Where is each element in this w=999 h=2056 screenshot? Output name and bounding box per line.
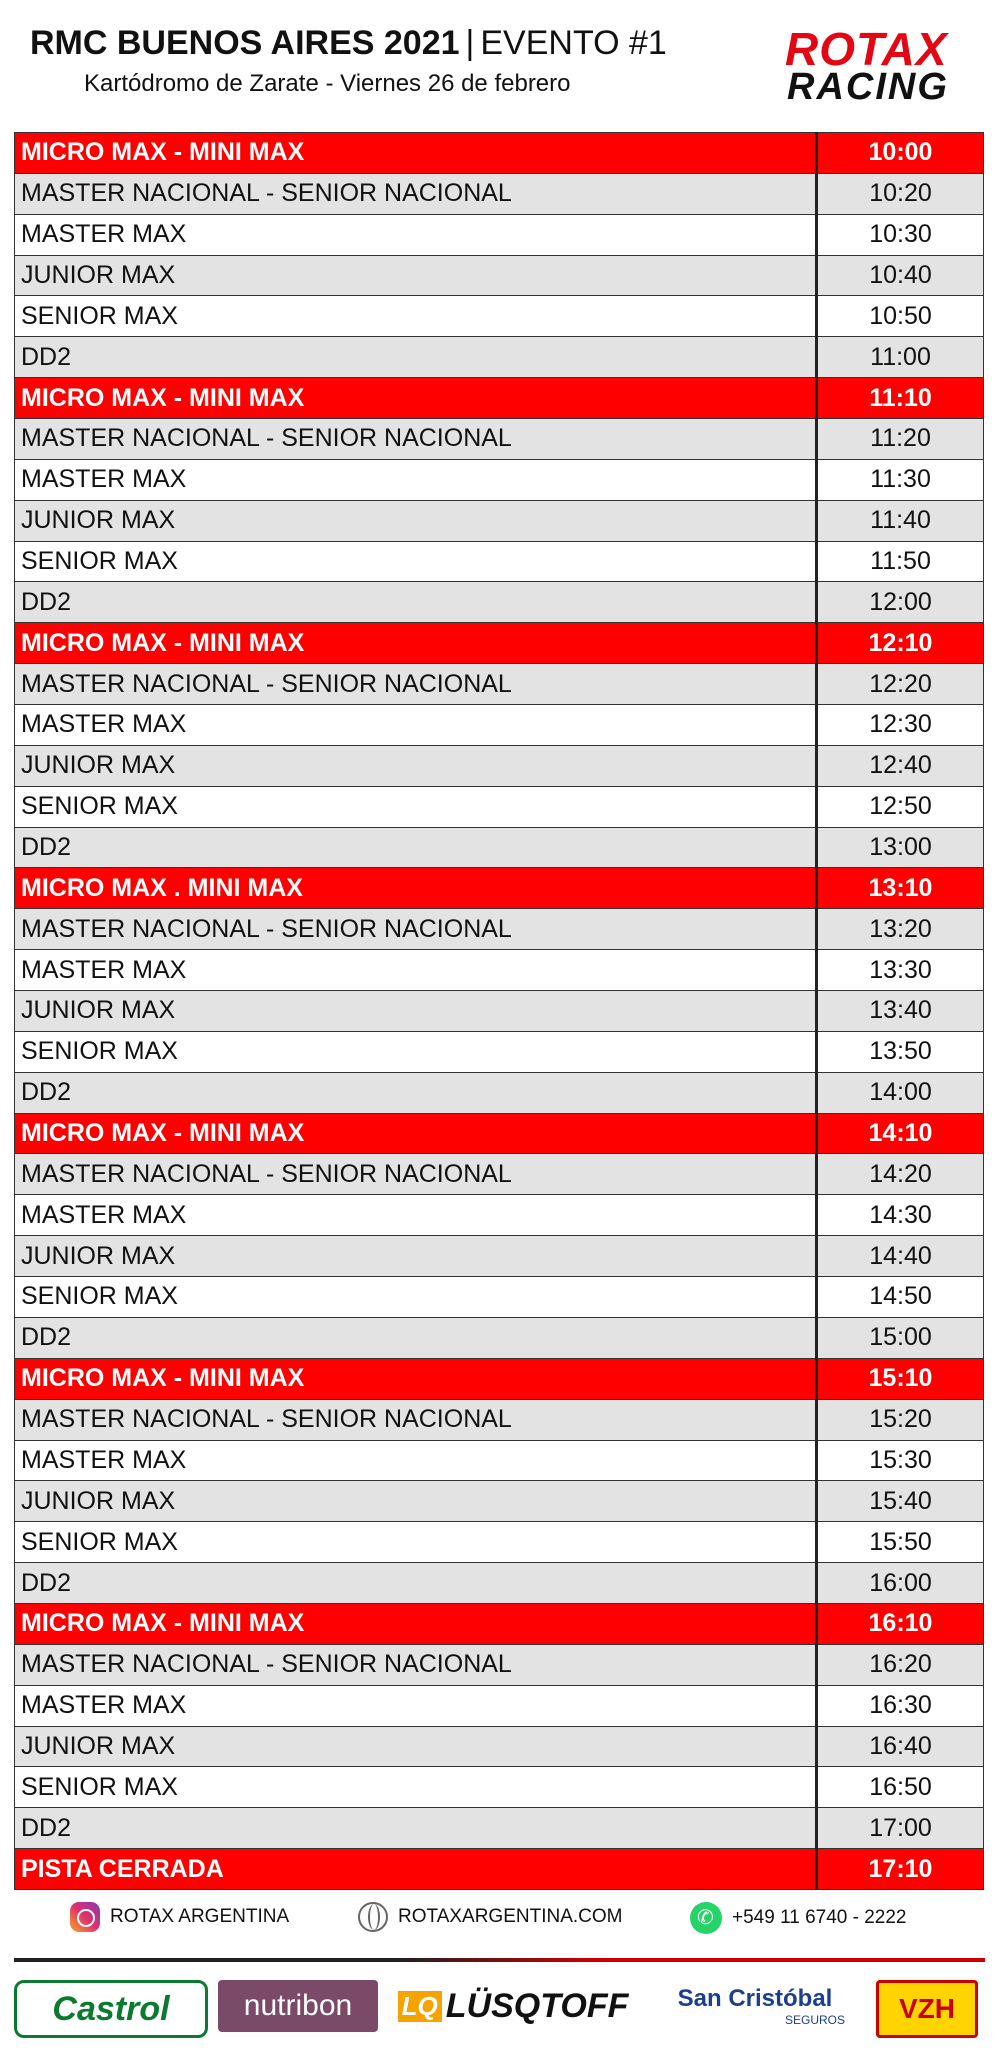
category-cell: JUNIOR MAX <box>15 255 817 296</box>
time-cell: 16:10 <box>817 1603 984 1644</box>
page-header <box>0 0 999 130</box>
category-cell: JUNIOR MAX <box>15 745 817 786</box>
category-cell: MICRO MAX - MINI MAX <box>15 378 817 419</box>
category-cell: MASTER MAX <box>15 1440 817 1481</box>
time-cell: 14:10 <box>817 1113 984 1154</box>
schedule-row-highlight <box>15 1113 984 1154</box>
category-cell: MASTER MAX <box>15 705 817 746</box>
website-contact[interactable] <box>358 1902 623 1932</box>
time-cell: 13:10 <box>817 868 984 909</box>
category-cell: PISTA CERRADA <box>15 1849 817 1890</box>
schedule-row <box>15 950 984 991</box>
schedule-row <box>15 1767 984 1808</box>
schedule-row <box>15 1522 984 1563</box>
category-cell: SENIOR MAX <box>15 296 817 337</box>
category-cell: SENIOR MAX <box>15 1277 817 1318</box>
category-cell: DD2 <box>15 1072 817 1113</box>
time-cell: 15:00 <box>817 1317 984 1358</box>
category-cell: MASTER NACIONAL - SENIOR NACIONAL <box>15 909 817 950</box>
category-cell: JUNIOR MAX <box>15 500 817 541</box>
category-cell: SENIOR MAX <box>15 786 817 827</box>
lusqtoff-text: LÜSQTOFF <box>445 1986 629 2025</box>
schedule-row <box>15 1154 984 1195</box>
instagram-contact[interactable] <box>70 1902 289 1932</box>
schedule-row-highlight <box>15 133 984 174</box>
category-cell: SENIOR MAX <box>15 541 817 582</box>
category-cell: DD2 <box>15 1808 817 1849</box>
time-cell: 14:20 <box>817 1154 984 1195</box>
schedule-row <box>15 541 984 582</box>
time-cell: 11:40 <box>817 500 984 541</box>
time-cell: 15:40 <box>817 1481 984 1522</box>
time-cell: 11:00 <box>817 337 984 378</box>
schedule-row <box>15 1563 984 1604</box>
category-cell: MASTER NACIONAL - SENIOR NACIONAL <box>15 1399 817 1440</box>
time-cell: 14:40 <box>817 1236 984 1277</box>
rotax-racing-logo <box>785 22 985 108</box>
vzh-text: VZH <box>899 1993 955 2024</box>
schedule-row <box>15 1644 984 1685</box>
schedule-row <box>15 1236 984 1277</box>
time-cell: 10:00 <box>817 133 984 174</box>
category-cell: MICRO MAX - MINI MAX <box>15 133 817 174</box>
schedule-row <box>15 1481 984 1522</box>
logo-rotax-text: ROTAX <box>785 23 948 75</box>
category-cell: SENIOR MAX <box>15 1031 817 1072</box>
san-cristobal-logo <box>650 1980 860 2032</box>
time-cell: 12:50 <box>817 786 984 827</box>
globe-icon <box>358 1902 388 1932</box>
schedule-row-highlight <box>15 623 984 664</box>
contact-bar <box>0 1892 999 1952</box>
time-cell: 17:10 <box>817 1849 984 1890</box>
schedule-row-highlight <box>15 1603 984 1644</box>
title-event-name: RMC BUENOS AIRES 2021 <box>30 24 460 62</box>
time-cell: 12:40 <box>817 745 984 786</box>
time-cell: 15:30 <box>817 1440 984 1481</box>
category-cell: MASTER MAX <box>15 1195 817 1236</box>
schedule-row-highlight <box>15 1358 984 1399</box>
category-cell: MICRO MAX . MINI MAX <box>15 868 817 909</box>
category-cell: MICRO MAX - MINI MAX <box>15 623 817 664</box>
lusqtoff-logo <box>398 1980 628 2032</box>
time-cell: 10:30 <box>817 214 984 255</box>
schedule-row <box>15 173 984 214</box>
time-cell: 13:40 <box>817 991 984 1032</box>
time-cell: 16:00 <box>817 1563 984 1604</box>
time-cell: 17:00 <box>817 1808 984 1849</box>
time-cell: 15:10 <box>817 1358 984 1399</box>
title-separator: | <box>465 24 475 62</box>
time-cell: 16:20 <box>817 1644 984 1685</box>
schedule-row <box>15 786 984 827</box>
category-cell: JUNIOR MAX <box>15 991 817 1032</box>
time-cell: 12:30 <box>817 705 984 746</box>
schedule-row-highlight <box>15 1849 984 1890</box>
schedule-row <box>15 1808 984 1849</box>
time-cell: 14:00 <box>817 1072 984 1113</box>
schedule-row <box>15 1726 984 1767</box>
time-cell: 10:20 <box>817 173 984 214</box>
category-cell: MASTER MAX <box>15 214 817 255</box>
schedule-row <box>15 255 984 296</box>
whatsapp-contact[interactable] <box>690 1902 907 1934</box>
schedule-row <box>15 1195 984 1236</box>
schedule-row <box>15 1685 984 1726</box>
category-cell: MASTER NACIONAL - SENIOR NACIONAL <box>15 664 817 705</box>
category-cell: JUNIOR MAX <box>15 1236 817 1277</box>
schedule-row <box>15 705 984 746</box>
schedule-row <box>15 991 984 1032</box>
san-cristobal-subtext: SEGUROS <box>784 2013 845 2027</box>
schedule-row <box>15 1277 984 1318</box>
instagram-handle: ROTAX ARGENTINA <box>110 1906 290 1927</box>
schedule-row <box>15 909 984 950</box>
schedule-table <box>14 132 984 1890</box>
schedule-row <box>15 337 984 378</box>
category-cell: SENIOR MAX <box>15 1767 817 1808</box>
category-cell: MASTER NACIONAL - SENIOR NACIONAL <box>15 419 817 460</box>
time-cell: 16:40 <box>817 1726 984 1767</box>
lusqtoff-mark: LQ <box>398 1991 442 2022</box>
category-cell: MASTER MAX <box>15 459 817 500</box>
category-cell: DD2 <box>15 337 817 378</box>
category-cell: MASTER NACIONAL - SENIOR NACIONAL <box>15 173 817 214</box>
sponsor-divider <box>14 1958 985 1962</box>
schedule-row-highlight <box>15 378 984 419</box>
whatsapp-number: +549 11 6740 - 2222 <box>732 1907 907 1928</box>
schedule-row <box>15 745 984 786</box>
schedule-row <box>15 419 984 460</box>
schedule-body <box>15 133 984 1890</box>
category-cell: DD2 <box>15 1317 817 1358</box>
vzh-logo <box>876 1980 978 2038</box>
time-cell: 10:50 <box>817 296 984 337</box>
schedule-row <box>15 459 984 500</box>
page-subtitle: Kartódromo de Zarate - Viernes 26 de febrero <box>84 70 571 97</box>
category-cell: DD2 <box>15 582 817 623</box>
time-cell: 11:20 <box>817 419 984 460</box>
category-cell: DD2 <box>15 827 817 868</box>
castrol-text: Castrol <box>52 1989 170 2028</box>
category-cell: MICRO MAX - MINI MAX <box>15 1358 817 1399</box>
category-cell: MASTER NACIONAL - SENIOR NACIONAL <box>15 1644 817 1685</box>
time-cell: 11:30 <box>817 459 984 500</box>
title-event-number: EVENTO #1 <box>480 24 667 62</box>
castrol-logo <box>14 1980 208 2038</box>
time-cell: 15:50 <box>817 1522 984 1563</box>
schedule-row <box>15 1399 984 1440</box>
schedule-row <box>15 296 984 337</box>
time-cell: 12:20 <box>817 664 984 705</box>
time-cell: 11:10 <box>817 378 984 419</box>
schedule-row-highlight <box>15 868 984 909</box>
time-cell: 13:50 <box>817 1031 984 1072</box>
schedule-row <box>15 1072 984 1113</box>
san-cristobal-text: San Cristóbal <box>677 1985 833 2012</box>
category-cell: JUNIOR MAX <box>15 1726 817 1767</box>
schedule-row <box>15 1440 984 1481</box>
time-cell: 15:20 <box>817 1399 984 1440</box>
category-cell: JUNIOR MAX <box>15 1481 817 1522</box>
time-cell: 10:40 <box>817 255 984 296</box>
category-cell: DD2 <box>15 1563 817 1604</box>
category-cell: MICRO MAX - MINI MAX <box>15 1603 817 1644</box>
schedule-row <box>15 214 984 255</box>
time-cell: 11:50 <box>817 541 984 582</box>
logo-racing-text: RACING <box>787 66 949 108</box>
time-cell: 16:50 <box>817 1767 984 1808</box>
nutribon-logo <box>218 1980 378 2032</box>
time-cell: 13:30 <box>817 950 984 991</box>
time-cell: 14:30 <box>817 1195 984 1236</box>
page-title <box>30 24 667 63</box>
time-cell: 14:50 <box>817 1277 984 1318</box>
nutribon-text: nutribon <box>243 1989 353 2022</box>
time-cell: 13:20 <box>817 909 984 950</box>
instagram-icon <box>70 1902 100 1932</box>
time-cell: 16:30 <box>817 1685 984 1726</box>
category-cell: MASTER MAX <box>15 1685 817 1726</box>
sponsor-bar <box>0 1970 999 2050</box>
whatsapp-icon <box>690 1902 722 1934</box>
website-url: ROTAXARGENTINA.COM <box>398 1906 623 1927</box>
schedule-row <box>15 1031 984 1072</box>
time-cell: 12:10 <box>817 623 984 664</box>
category-cell: MASTER MAX <box>15 950 817 991</box>
schedule-row <box>15 582 984 623</box>
category-cell: MASTER NACIONAL - SENIOR NACIONAL <box>15 1154 817 1195</box>
schedule-row <box>15 1317 984 1358</box>
schedule-row <box>15 500 984 541</box>
category-cell: SENIOR MAX <box>15 1522 817 1563</box>
category-cell: MICRO MAX - MINI MAX <box>15 1113 817 1154</box>
time-cell: 13:00 <box>817 827 984 868</box>
time-cell: 12:00 <box>817 582 984 623</box>
schedule-row <box>15 664 984 705</box>
schedule-row <box>15 827 984 868</box>
